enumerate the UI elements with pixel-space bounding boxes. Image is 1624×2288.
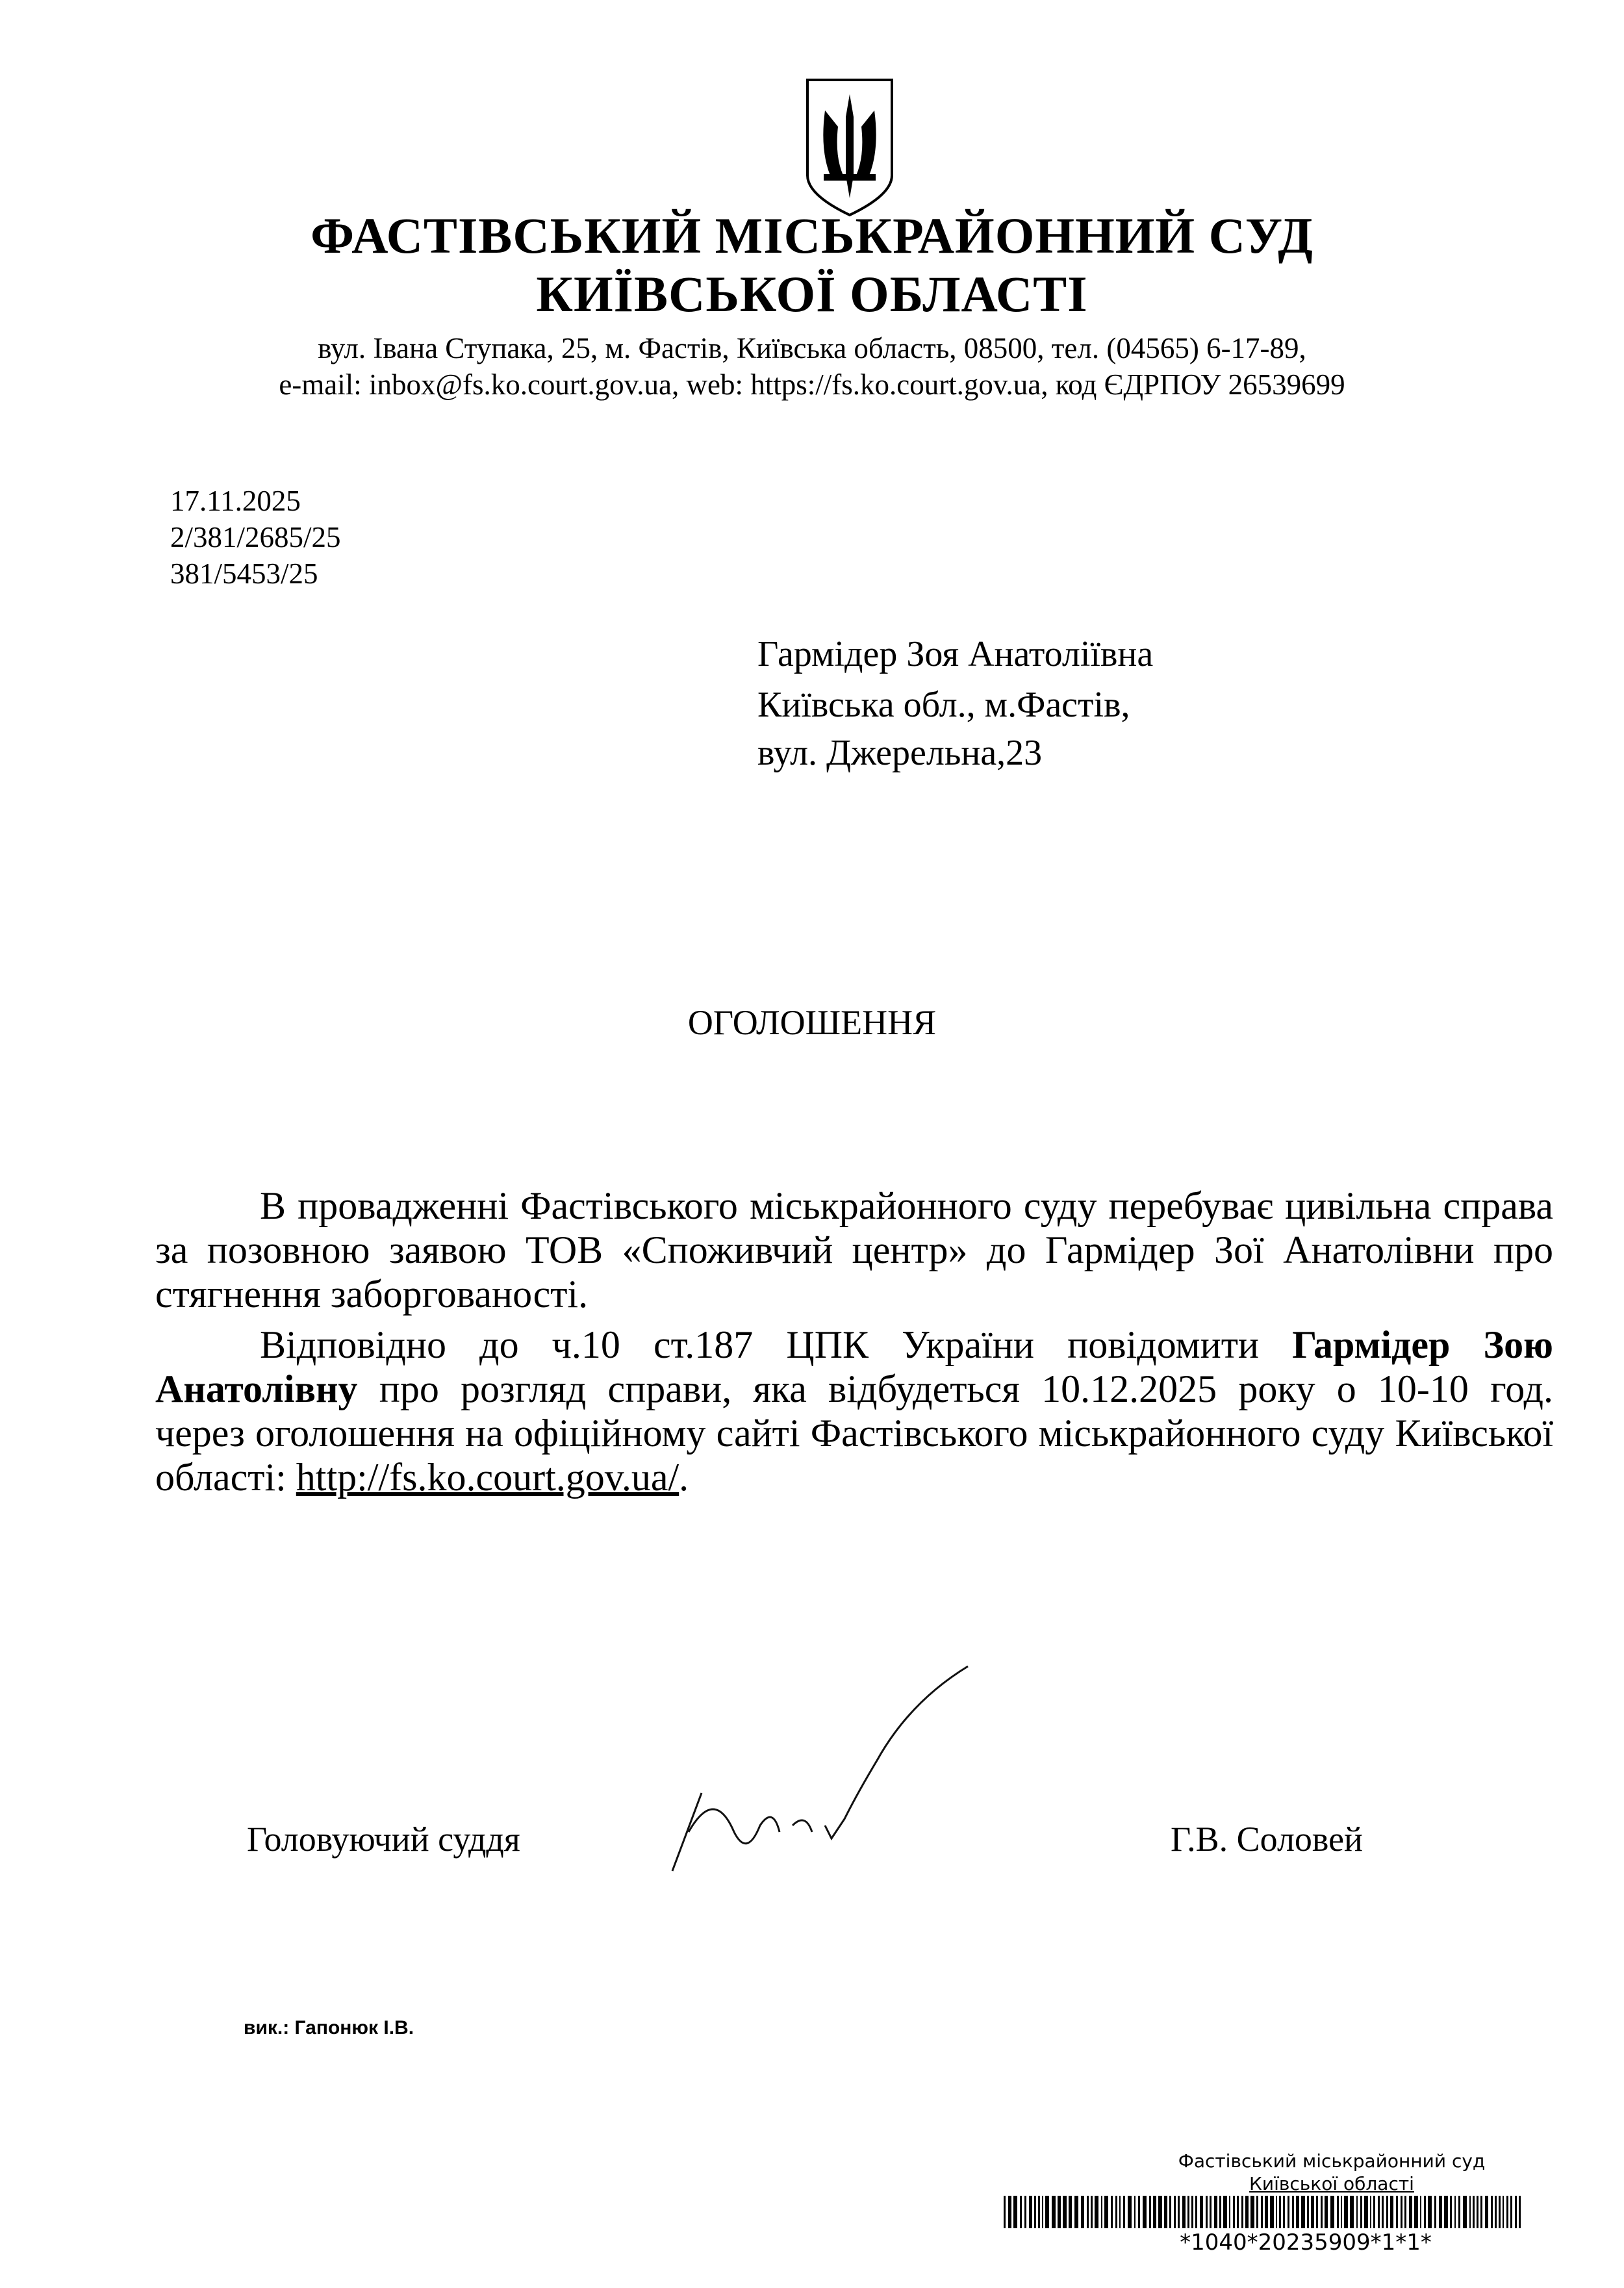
barcode-bar xyxy=(1219,2196,1221,2228)
barcode-number: *1040*20235909*1*1* xyxy=(1180,2230,1432,2256)
barcode-bar xyxy=(1178,2196,1180,2228)
barcode-bar xyxy=(1292,2196,1294,2228)
barcode-bar xyxy=(1480,2196,1482,2228)
body-text: області: xyxy=(155,1456,286,1499)
barcode-bar xyxy=(1424,2196,1426,2228)
barcode-bar xyxy=(1288,2196,1289,2228)
barcode-bar xyxy=(1095,2196,1098,2228)
barcode-bar xyxy=(1519,2196,1521,2228)
barcode-bar xyxy=(1473,2196,1475,2228)
barcode-bar xyxy=(1503,2196,1504,2228)
barcode-bar xyxy=(1261,2196,1263,2228)
body-line: В провадженні Фастівського міськрайонного суду перебуває цивільна справа xyxy=(260,1184,1553,1227)
barcode-bar xyxy=(1013,2196,1017,2228)
barcode-bar xyxy=(1515,2196,1517,2228)
barcode-bar xyxy=(1200,2196,1204,2228)
barcode-bar xyxy=(1390,2196,1394,2228)
body-text: Відповідно до ч.10 ст.187 ЦПК України повідомити xyxy=(260,1323,1260,1366)
recipient-address-line2: вул. Джерельна,23 xyxy=(757,733,1043,773)
barcode-bar xyxy=(1158,2196,1162,2228)
barcode-bar xyxy=(1396,2196,1398,2228)
barcode-bar xyxy=(1444,2196,1448,2228)
barcode-bar xyxy=(1004,2196,1006,2228)
barcode-org-region: Київської області xyxy=(1249,2173,1414,2194)
barcode-bar xyxy=(1350,2196,1354,2228)
barcode-bar xyxy=(1182,2196,1186,2228)
barcode-bar xyxy=(1341,2196,1343,2228)
barcode-bar xyxy=(1063,2196,1067,2228)
barcode-bar xyxy=(1250,2196,1254,2228)
barcode-bar xyxy=(1191,2196,1193,2228)
barcode-bar xyxy=(1265,2196,1269,2228)
barcode-bar xyxy=(1491,2196,1493,2228)
barcode-bar xyxy=(1409,2196,1413,2228)
document-heading: ОГОЛОШЕННЯ xyxy=(687,1003,937,1042)
barcode-bar xyxy=(1104,2196,1108,2228)
barcode-bar xyxy=(1510,2196,1512,2228)
barcode-bar xyxy=(1283,2196,1285,2228)
barcode-bar xyxy=(1434,2196,1436,2228)
body-line: за позовною заявою ТОВ «Споживчий центр» до Гармідер Зої Анатолівни про xyxy=(155,1228,1553,1271)
barcode-bar xyxy=(1477,2196,1478,2228)
barcode-bar xyxy=(1439,2196,1443,2228)
court-name: ФАСТІВСЬКИЙ МІСЬКРАЙОННИЙ СУД xyxy=(311,207,1313,264)
barcode-bar xyxy=(1206,2196,1208,2228)
handwritten-signature xyxy=(663,1663,987,1884)
barcode-bar xyxy=(1311,2196,1315,2228)
barcode-bar xyxy=(1301,2196,1305,2228)
barcode-bar xyxy=(1321,2196,1323,2228)
barcode-bar xyxy=(1404,2196,1406,2228)
barcode-bar xyxy=(1187,2196,1189,2228)
barcode-bar xyxy=(1414,2196,1418,2228)
barcode-bar xyxy=(1454,2196,1456,2228)
barcode-bar xyxy=(1495,2196,1497,2228)
body-line xyxy=(155,1455,1553,1500)
barcode-bar xyxy=(1469,2196,1471,2228)
recipient-name: Гармідер Зоя Анатоліївна xyxy=(757,634,1154,674)
recipient-address-line1: Київська обл., м.Фастів, xyxy=(757,685,1130,725)
barcode-bar xyxy=(1229,2196,1231,2228)
barcode-bar xyxy=(1241,2196,1243,2228)
barcode-bar xyxy=(1052,2196,1056,2228)
barcode-bar xyxy=(1029,2196,1033,2228)
body-text: про розгляд справи, яка відбудеться 10.12.2025 року о 10-10 год. xyxy=(379,1367,1553,1410)
barcode-bar xyxy=(1344,2196,1348,2228)
barcode-bar xyxy=(1337,2196,1339,2228)
body-line xyxy=(260,1323,1553,1367)
barcode-bar xyxy=(1024,2196,1026,2228)
barcode-bar xyxy=(1045,2196,1049,2228)
outgoing-number: 2/381/2685/25 xyxy=(170,521,341,553)
barcode-bar xyxy=(1382,2196,1384,2228)
barcode-bar xyxy=(1325,2196,1328,2228)
barcode-bar xyxy=(1506,2196,1508,2228)
barcode-bar xyxy=(1042,2196,1044,2228)
barcode-bar xyxy=(1020,2196,1022,2228)
barcode xyxy=(1004,2196,1523,2228)
barcode-bar xyxy=(1091,2196,1093,2228)
barcode-bar xyxy=(1081,2196,1085,2228)
barcode-bar xyxy=(1069,2196,1072,2228)
barcode-bar xyxy=(1119,2196,1121,2228)
barcode-bar xyxy=(1364,2196,1368,2228)
court-address: вул. Івана Ступака, 25, м. Фастів, Київська область, 08500, тел. (04565) 6-17-89, xyxy=(318,332,1306,364)
barcode-bar xyxy=(1386,2196,1388,2228)
barcode-bar xyxy=(1458,2196,1460,2228)
barcode-bar xyxy=(1101,2196,1103,2228)
court-contacts: e-mail: inbox@fs.ko.court.gov.ua, web: https://fs.ko.court.gov.ua, код ЄДРПОУ 26539699 xyxy=(279,368,1345,401)
barcode-bar xyxy=(1356,2196,1358,2228)
barcode-org-name: Фастівський міськрайонний суд xyxy=(1178,2150,1486,2172)
barcode-bar xyxy=(1499,2196,1501,2228)
barcode-bar xyxy=(1270,2196,1274,2228)
barcode-bar xyxy=(1428,2196,1432,2228)
barcode-bar xyxy=(1058,2196,1061,2228)
barcode-bar xyxy=(1214,2196,1218,2228)
barcode-bar xyxy=(1485,2196,1489,2228)
barcode-bar xyxy=(1074,2196,1078,2228)
barcode-bar xyxy=(1233,2196,1235,2228)
barcode-bar xyxy=(1169,2196,1171,2228)
barcode-bar xyxy=(1134,2196,1136,2228)
barcode-bar xyxy=(1378,2196,1380,2228)
barcode-bar xyxy=(1360,2196,1362,2228)
barcode-bar xyxy=(1164,2196,1168,2228)
barcode-bar xyxy=(1316,2196,1318,2228)
barcode-bar xyxy=(1149,2196,1151,2228)
letter-date: 17.11.2025 xyxy=(170,485,301,517)
barcode-bar xyxy=(1195,2196,1197,2228)
signature-role: Головуючий суддя xyxy=(247,1820,520,1859)
barcode-bar xyxy=(1330,2196,1334,2228)
case-number: 381/5453/25 xyxy=(170,557,318,590)
barcode-bar xyxy=(1115,2196,1117,2228)
barcode-bar xyxy=(1223,2196,1227,2228)
barcode-bar xyxy=(1111,2196,1113,2228)
barcode-bar xyxy=(1373,2196,1375,2228)
barcode-bar xyxy=(1128,2196,1132,2228)
barcode-bar xyxy=(1420,2196,1422,2228)
barcode-bar xyxy=(1138,2196,1140,2228)
barcode-bar xyxy=(1401,2196,1402,2228)
barcode-bar xyxy=(1370,2196,1372,2228)
barcode-bar xyxy=(1450,2196,1452,2228)
body-line: через оголошення на офіційному сайті Фастівського міськрайонного суду Київської xyxy=(155,1412,1553,1455)
barcode-bar xyxy=(1174,2196,1176,2228)
barcode-bar xyxy=(1143,2196,1147,2228)
barcode-bar xyxy=(1245,2196,1249,2228)
executor: вик.: Гапонюк І.В. xyxy=(244,2017,414,2039)
barcode-bar xyxy=(1087,2196,1089,2228)
barcode-bar xyxy=(1276,2196,1278,2228)
coat-of-arms-icon xyxy=(806,78,894,217)
barcode-bar xyxy=(1256,2196,1258,2228)
barcode-bar xyxy=(1123,2196,1125,2228)
judge-name: Г.В. Соловей xyxy=(1171,1820,1363,1859)
barcode-bar xyxy=(1038,2196,1040,2228)
barcode-bar xyxy=(1034,2196,1036,2228)
barcode-bar xyxy=(1279,2196,1281,2228)
barcode-bar xyxy=(1210,2196,1212,2228)
barcode-bar xyxy=(1307,2196,1309,2228)
body-text: . xyxy=(679,1456,689,1499)
body-line: стягнення заборгованості. xyxy=(155,1273,589,1316)
barcode-bar xyxy=(1153,2196,1157,2228)
barcode-bar xyxy=(1237,2196,1239,2228)
court-website-link[interactable]: http://fs.ko.court.gov.ua/ xyxy=(296,1456,679,1499)
body-line xyxy=(155,1367,1553,1412)
defendant-name: Гармідер Зою xyxy=(1292,1323,1553,1366)
defendant-name: Анатолівну xyxy=(155,1367,358,1410)
court-name-region: КИЇВСЬКОЇ ОБЛАСТІ xyxy=(536,266,1088,322)
barcode-bar xyxy=(1463,2196,1467,2228)
barcode-bar xyxy=(1008,2196,1012,2228)
barcode-bar xyxy=(1296,2196,1300,2228)
